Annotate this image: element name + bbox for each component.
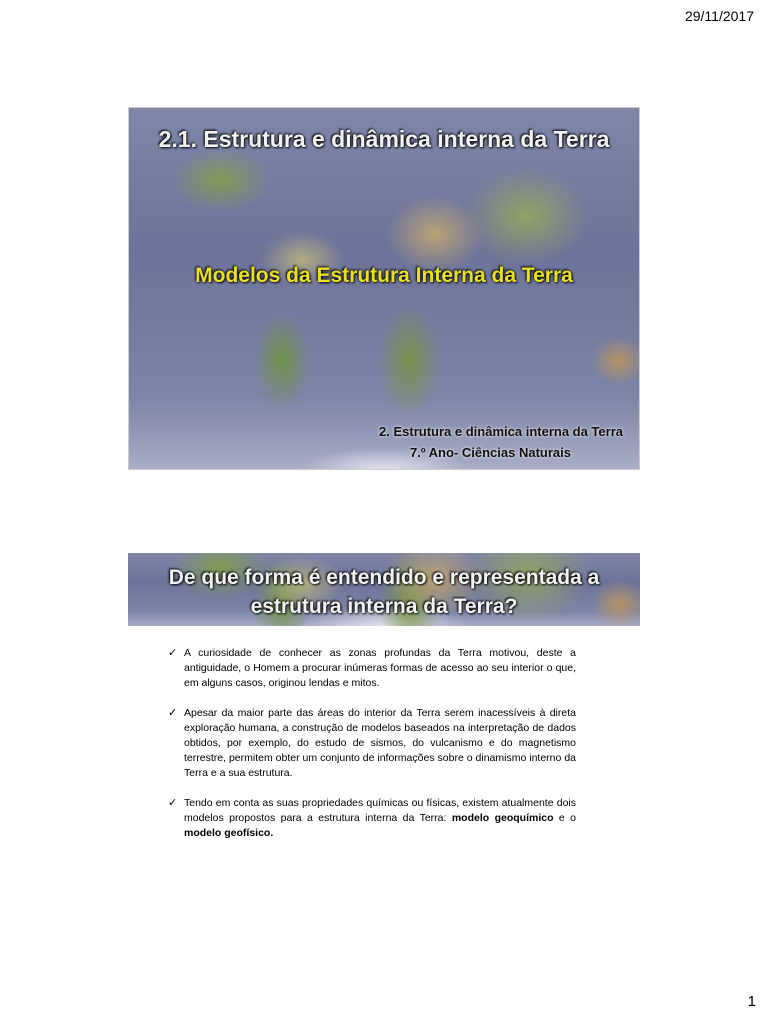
- slide-1-title: 2.1. Estrutura e dinâmica interna da Terra: [158, 126, 610, 152]
- slide-1: [128, 107, 640, 470]
- document-date: 29/11/2017: [684, 8, 754, 24]
- slide-1-chapter: 2. Estrutura e dinâmica interna da Terra: [379, 424, 623, 439]
- slide-2-title-line1: De que forma é entendido e representada a: [168, 566, 600, 589]
- slide-1-course: 7.º Ano- Ciências Naturais: [409, 445, 571, 460]
- slide-2-title: [128, 563, 640, 621]
- bullet-text-part: e o: [553, 812, 577, 824]
- page-number: 1: [747, 993, 756, 1010]
- model-geochemical: modelo geoquímico: [451, 812, 554, 824]
- list-item: [166, 706, 576, 781]
- list-item: [166, 796, 576, 841]
- checkmark-icon: ✓: [168, 707, 178, 719]
- bullet-text: A curiosidade de conhecer as zonas profundas da Terra motivou, deste a antiguidade, o Homem a procurar inúmeras formas de acesso ao seu interior o que, em alguns casos, originou lendas e mitos.: [184, 647, 576, 689]
- slide-1-subtitle: Modelos da Estrutura Interna da Terra: [195, 264, 573, 287]
- bullet-text-part: Tendo em conta as suas propriedades químicas ou físicas, existem atualmente dois modelos propostos para a estrutura interna da Terra:: [184, 797, 576, 824]
- slide-2-title-line2: estrutura interna da Terra?: [250, 595, 518, 618]
- bullet-text: Apesar da maior parte das áreas do interior da Terra serem inacessíveis à direta exploração humana, a construção de modelos baseados na interpretação de dados obtidos, por exemplo, do estudo de sismos, do vulcanismo e do magnetismo terrestre, permitem obter um conjunto de informações sobre o dinamismo interno da Terra e a sua estrutura.: [184, 707, 576, 779]
- slide-2-header: [128, 553, 640, 626]
- bullet-list: [166, 646, 576, 856]
- model-geophysical: modelo geofísico.: [184, 827, 274, 839]
- bullet-text: [184, 797, 576, 839]
- list-item: [166, 646, 576, 691]
- checkmark-icon: ✓: [168, 647, 178, 659]
- checkmark-icon: ✓: [168, 797, 178, 809]
